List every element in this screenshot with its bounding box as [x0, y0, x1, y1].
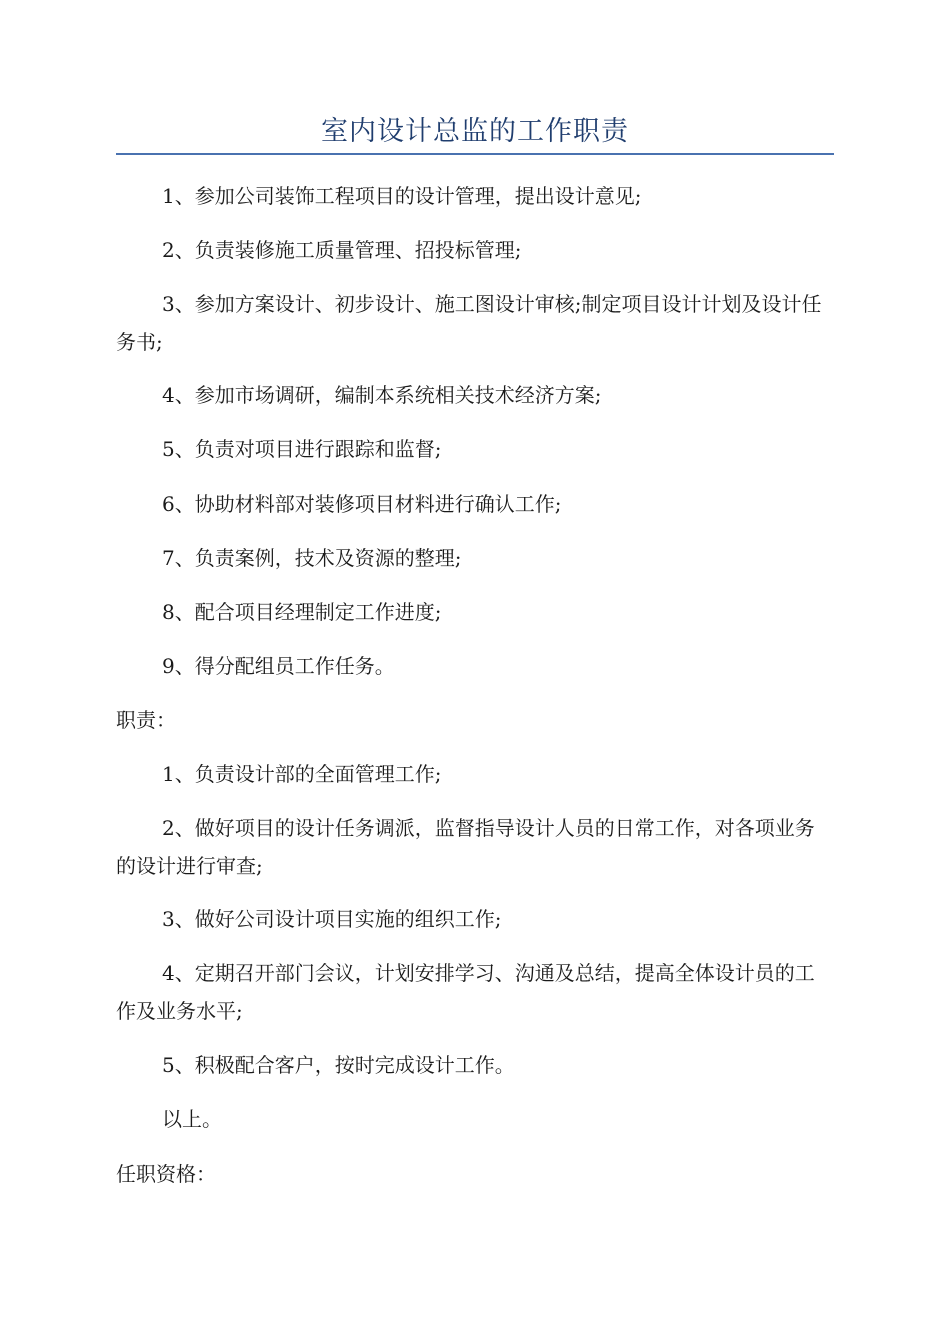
- section-heading-qualifications: 任职资格：: [116, 1162, 216, 1186]
- list-item: 1、负责设计部的全面管理工作;: [162, 762, 442, 786]
- list-item: 3、做好公司设计项目实施的组织工作;: [162, 907, 502, 931]
- document-title: 室内设计总监的工作职责: [321, 116, 629, 147]
- list-item: 2、负责装修施工质量管理、招投标管理;: [162, 238, 522, 262]
- list-item: 8、配合项目经理制定工作进度;: [162, 600, 442, 624]
- closing-text: 以上。: [162, 1107, 222, 1131]
- list-item: 5、负责对项目进行跟踪和监督;: [162, 437, 442, 461]
- list-item: 5、积极配合客户，按时完成设计工作。: [162, 1053, 515, 1077]
- list-item: 3、参加方案设计、初步设计、施工图设计审核;制定项目设计计划及设计任务书;: [116, 292, 822, 354]
- title-underline: [116, 153, 834, 155]
- list-item: 9、得分配组员工作任务。: [162, 654, 395, 678]
- list-item: 4、定期召开部门会议，计划安排学习、沟通及总结，提高全体设计员的工作及业务水平;: [116, 961, 815, 1023]
- list-item: 4、参加市场调研，编制本系统相关技术经济方案;: [162, 383, 602, 407]
- list-item: 1、参加公司装饰工程项目的设计管理，提出设计意见;: [162, 184, 642, 208]
- section-heading-duties: 职责：: [116, 708, 176, 732]
- list-item: 2、做好项目的设计任务调派，监督指导设计人员的日常工作，对各项业务的设计进行审查;: [116, 816, 815, 878]
- list-item: 7、负责案例，技术及资源的整理;: [162, 546, 462, 570]
- list-item: 6、协助材料部对装修项目材料进行确认工作;: [162, 492, 562, 516]
